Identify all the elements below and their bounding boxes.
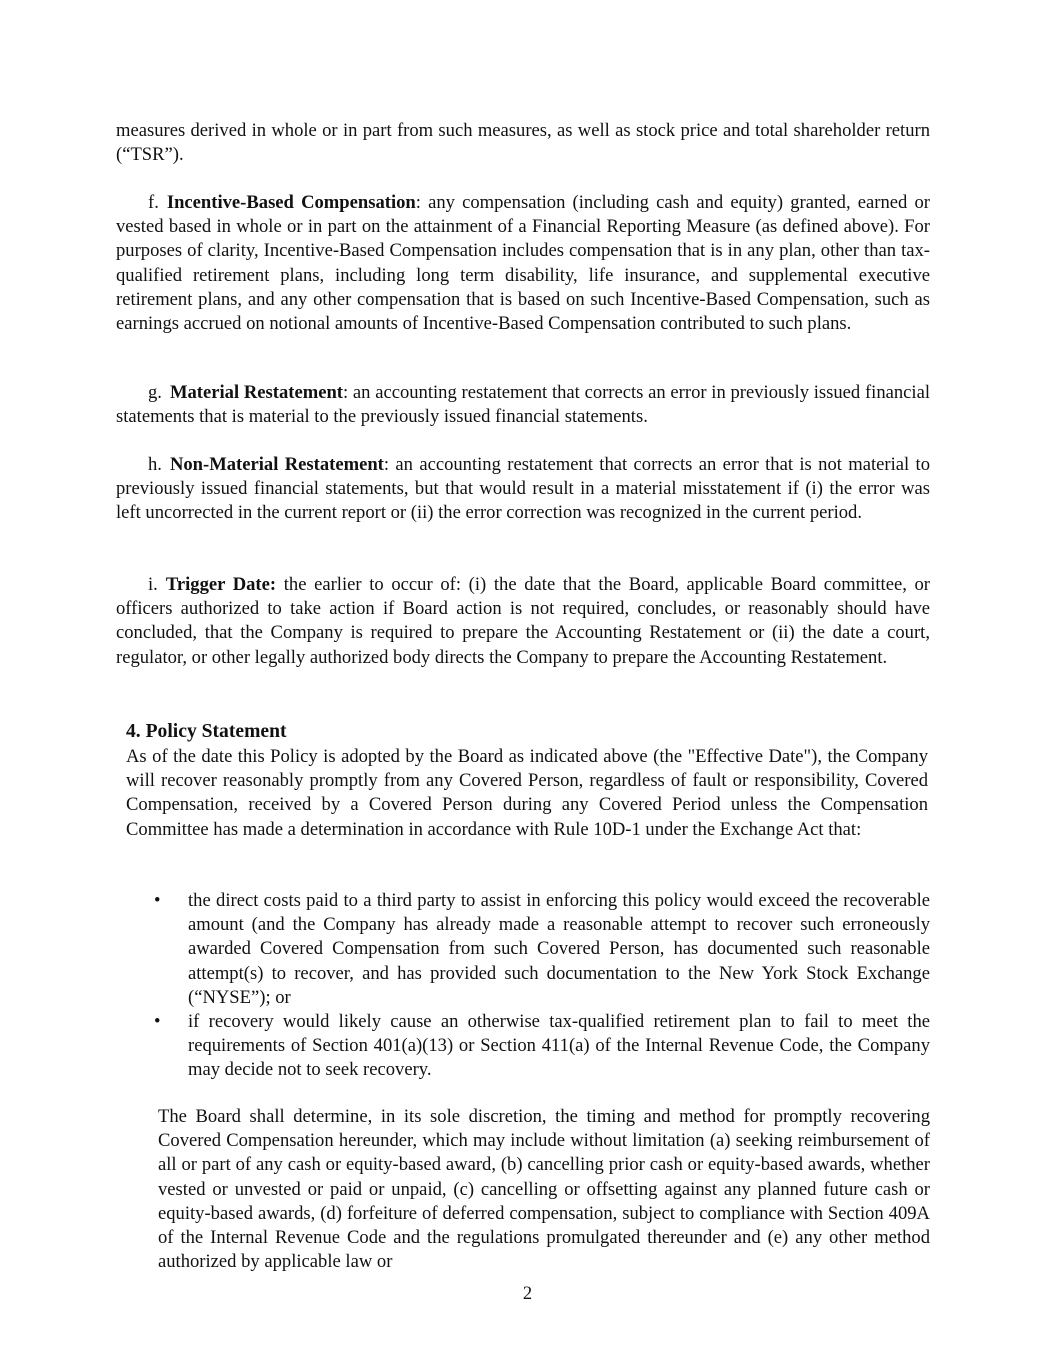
list-item-text: the direct costs paid to a third party to assist in enforcing this policy would exceed the recoverable amount (and the Company has already made a reasonable attempt to recover such erroneously awarded Covered Compensation from such Covered Person, has documented such reasonable attempt(s) to recover, and has provided such documentation to the New York Stock Exchange (“NYSE”); or xyxy=(188,890,930,1008)
definition-term: Material Restatement xyxy=(169,382,343,403)
closing-paragraph: The Board shall determine, in its sole discretion, the timing and method for promptly recovering Covered Compensation hereunder, which may include without limitation (a) seeking reimbursement of all or part of any cash or equity-based award, (b) cancelling prior cash or equity-based awards, whether vested or unvested or paid or unpaid, (c) cancelling or offsetting against any planned future cash or equity-based awards, (d) forfeiture of deferred compensation, subject to compliance with Section 409A of the Internal Revenue Code and the regulations promulgated thereunder and (e) any other method authorized by applicable law or xyxy=(158,1106,930,1273)
definition-incentive-based-compensation xyxy=(116,191,930,336)
list-item xyxy=(150,1010,930,1083)
list-item-text: if recovery would likely cause an otherwise tax-qualified retirement plan to fail to meet the requirements of Section 401(a)(13) or Section 411(a) of the Internal Revenue Code, the Company may decide not to seek recovery. xyxy=(188,1011,930,1081)
definition-material-restatement xyxy=(116,381,930,429)
definition-term: Incentive-Based Compensation xyxy=(166,192,416,213)
bullet-list xyxy=(150,889,930,1083)
definition-text: the earlier to occur of: (i) the date that the Board, applicable Board committee, or officers authorized to take action if Board action is not required, concludes, or reasonably should have concluded, that the Company is required to prepare the Accounting Restatement or (ii) the date a court, regulator, or other legally authorized body directs the Company to prepare the Accounting Restatement. xyxy=(116,574,930,668)
definition-text: an accounting restatement that corrects an error in previously issued financial statements that is material to the previously issued financial statements. xyxy=(116,382,930,428)
section-intro-paragraph: As of the date this Policy is adopted by the Board as indicated above (the "Effective Date"), the Company will recover reasonably promptly from any Covered Person, regardless of fault or responsibility, Covered Compensation, received by a Covered Person during any Covered Period unless the Compensation Committee has made a determination in accordance with Rule 10D-1 under the Exchange Act that: xyxy=(126,746,928,840)
definition-term: Trigger Date: xyxy=(165,574,277,595)
definition-label: i. xyxy=(148,574,158,595)
continuation-paragraph: measures derived in whole or in part from such measures, as well as stock price and total shareholder return (“TSR”). xyxy=(116,120,930,166)
bullet-icon: • xyxy=(154,890,161,911)
definition-label: f. xyxy=(148,192,159,213)
definition-separator: : xyxy=(383,454,390,475)
page-number: 2 xyxy=(522,1283,533,1304)
list-item xyxy=(150,889,930,1010)
definition-text: an accounting restatement that corrects an error that is not material to previously issued financial statements, but that would result in a material misstatement if (i) the error was left uncorrected in the current report or (ii) the error correction was recognized in the current period. xyxy=(116,454,931,524)
definition-term: Non-Material Restatement xyxy=(169,454,384,475)
definition-text: any compensation (including cash and equity) granted, earned or vested based in whole or in part on the attainment of a Financial Reporting Measure (as defined above). For purposes of clarity, Incentive-Based Compensation includes compensation that is in any plan, other than tax-qualified retirement plans, including long term disability, life insurance, and supplemental executive retirement plans, and any other compensation that is based on such Incentive-Based Compensation, such as earnings accrued on notional amounts of Incentive-Based Compensation contributed to such plans. xyxy=(116,192,930,335)
bullet-icon: • xyxy=(154,1011,161,1033)
definition-non-material-restatement xyxy=(116,453,930,526)
definition-label: g. xyxy=(148,382,162,403)
definition-trigger-date xyxy=(116,573,930,670)
definition-separator: : xyxy=(343,382,349,403)
section-heading: 4. Policy Statement xyxy=(126,721,287,742)
definition-label: h. xyxy=(148,454,162,475)
definition-separator: : xyxy=(415,192,421,213)
